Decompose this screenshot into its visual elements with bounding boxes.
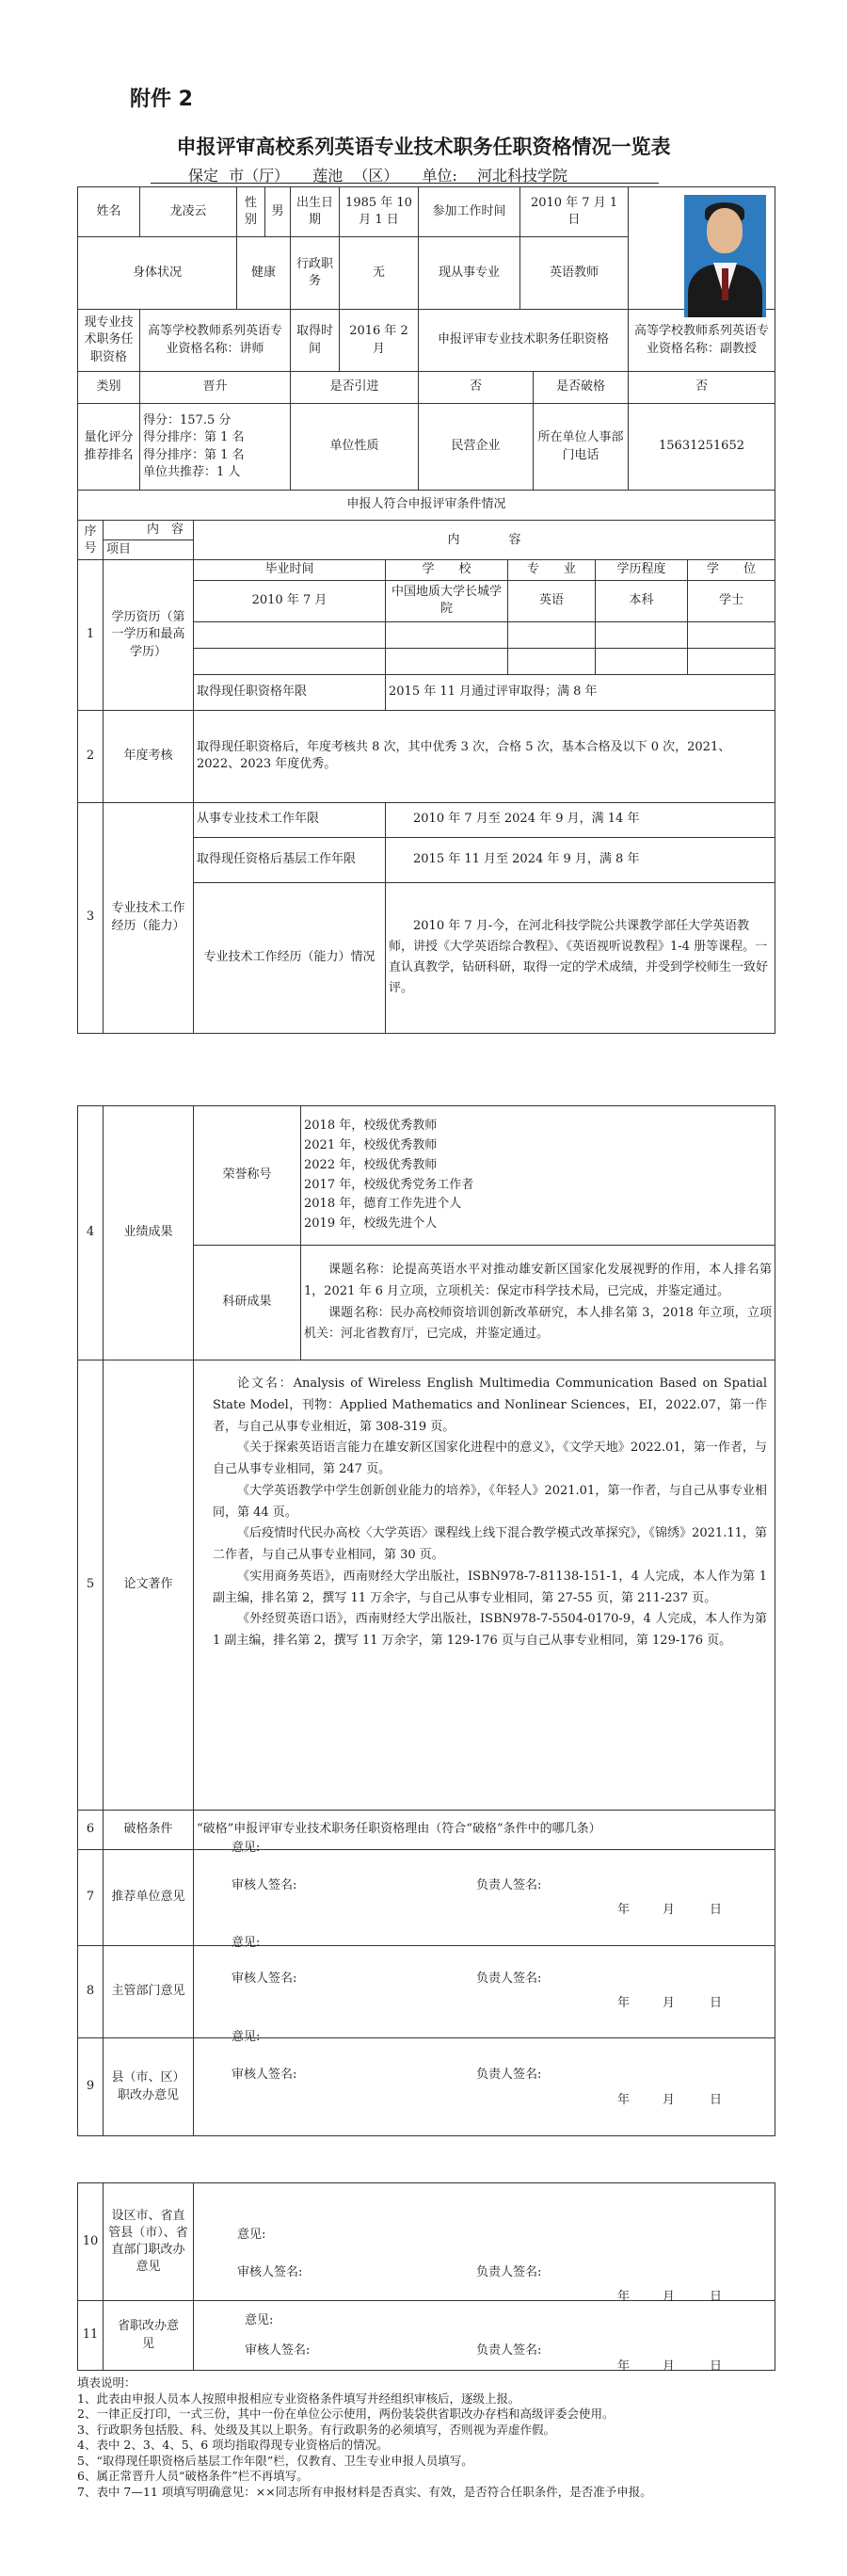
edu-blank bbox=[194, 621, 386, 648]
date-day: 日 bbox=[710, 1996, 723, 2010]
papers-list bbox=[194, 1360, 775, 1811]
score-label: 量化评分推荐排名 bbox=[78, 404, 140, 491]
opinion-prompt: 意见: bbox=[232, 1936, 261, 1950]
annual-seq: 2 bbox=[78, 710, 104, 802]
date-month: 月 bbox=[663, 1903, 676, 1917]
city-value: 保定 bbox=[188, 167, 219, 185]
district-value: 莲池 bbox=[312, 167, 344, 185]
edu-header-time: 毕业时间 bbox=[194, 560, 386, 580]
item-header: 项目 bbox=[104, 540, 194, 560]
perf-seq: 4 bbox=[78, 1106, 104, 1360]
birth-value: 1985 年 10 月 1 日 bbox=[340, 187, 419, 237]
exception-label: 是否破格 bbox=[534, 372, 629, 404]
date-day: 日 bbox=[710, 2359, 723, 2374]
instruction-item: 7、表中 7—11 项填写明确意见：××同志所有申报材料是否真实、有效，是否符合任职条件，是否准予申报。 bbox=[77, 2484, 652, 2499]
reviewer-signature-label: 审核人签名: bbox=[232, 2068, 297, 2082]
instruction-item: 1、此表由申报人员本人按照申报相应专业资格条件填写并经组织审核后，逐级上报。 bbox=[77, 2391, 520, 2406]
instruction-item: 4、表中 2、3、4、5、6 项均指取得现专业资格后的情况。 bbox=[77, 2438, 389, 2452]
unit-value: 河北科技学院 bbox=[476, 167, 567, 185]
introduced-label: 是否引进 bbox=[291, 372, 419, 404]
honor-item: 2018 年，德育工作先进个人 bbox=[304, 1197, 462, 1212]
seq-header: 序号 bbox=[78, 521, 104, 560]
research-item: 课题名称：民办高校师资培训创新改革研究，本人排名第 3，2018 年立项，立项机关：河北省教育厅，已完成，并鉴定通过。 bbox=[304, 1305, 772, 1342]
papers-seq: 5 bbox=[78, 1360, 104, 1811]
honor-list bbox=[301, 1106, 775, 1246]
years-label: 取得现任职资格年限 bbox=[194, 674, 386, 710]
exception-value: 否 bbox=[629, 372, 775, 404]
opinion-prompt: 意见: bbox=[232, 2030, 261, 2044]
annual-label: 年度考核 bbox=[104, 710, 194, 802]
instruction-item: 3、行政职务包括股、科、处级及其以上职务。有行政职务的必须填写，否则视为弄虚作假。 bbox=[77, 2422, 555, 2437]
unit-nature-value: 民营企业 bbox=[419, 404, 534, 491]
unit-nature-label: 单位性质 bbox=[291, 404, 419, 491]
name-label: 姓名 bbox=[78, 187, 140, 237]
name-value: 龙凌云 bbox=[140, 187, 237, 237]
annual-text: 取得现任职资格后，年度考核共 8 次，其中优秀 3 次，合格 5 次，基本合格及以下 0 次，2021、2022、2023 年度优秀。 bbox=[194, 710, 775, 802]
opinion-prompt: 意见: bbox=[232, 1841, 261, 1855]
paper-item: 《外经贸英语口语》，西南财经大学出版社，ISBN978-7-5504-0170-9，4 人完成，本人作为第 1 副主编，排名第 2，撰写 11 万余字，第 129-176 页与自己从事专业相同，第 129-176 页。 bbox=[213, 1612, 767, 1648]
exception-seq: 6 bbox=[78, 1811, 104, 1850]
exp-seq: 3 bbox=[78, 802, 104, 1033]
date-year: 年 bbox=[617, 2290, 631, 2304]
edu-header-degree-level: 学历程度 bbox=[596, 560, 688, 580]
reviewer-signature-label: 审核人签名: bbox=[232, 1878, 297, 1892]
date-month: 月 bbox=[663, 2290, 676, 2304]
opinion-label: 省职改办意 见 bbox=[104, 2301, 194, 2371]
opinion-prompt: 意见: bbox=[237, 2228, 266, 2242]
opinion-area bbox=[194, 2038, 775, 2136]
paper-item: 《关于探索英语语言能力在雄安新区国家化进程中的意义》，《文学天地》2022.01，第一作者，与自己从事专业相同，第 247 页。 bbox=[213, 1441, 767, 1476]
score-line: 得分排序：第 1 名 bbox=[143, 430, 245, 445]
edu-label: 学历资历（第一学历和最高学历） bbox=[104, 560, 194, 710]
leader-signature-label: 负责人签名: bbox=[476, 2068, 542, 2082]
score-line: 得分：157.5 分 bbox=[143, 413, 232, 428]
edu-major: 英语 bbox=[508, 580, 596, 621]
workstart-label: 参加工作时间 bbox=[419, 187, 520, 237]
exp-detail-value: 2010 年 7 月-今，在河北科技学院公共课教学部任大学英语教师，讲授《大学英语综合教程》、《英语视听说教程》1-4 册等课程。一直认真教学，钻研科研，取得一定的学术成绩，并受到学校师生一致好评。 bbox=[386, 882, 775, 1033]
date-year: 年 bbox=[617, 2093, 631, 2107]
reviewer-signature-label: 审核人签名: bbox=[237, 2265, 303, 2279]
conditions-table-continued bbox=[77, 1105, 775, 2136]
score-line: 得分排序：第 1 名 bbox=[143, 447, 245, 462]
conditions-table bbox=[77, 520, 775, 1034]
exp-years-value: 2010 年 7 月至 2024 年 9 月，满 14 年 bbox=[386, 802, 775, 837]
leader-signature-label: 负责人签名: bbox=[476, 2265, 542, 2279]
opinion-seq: 10 bbox=[78, 2183, 104, 2301]
attachment-label: 附件 2 bbox=[130, 88, 193, 111]
major-value: 英语教师 bbox=[520, 237, 629, 310]
health-value: 健康 bbox=[237, 237, 291, 310]
instructions-title: 填表说明： bbox=[77, 2375, 136, 2390]
exception-row-label: 破格条件 bbox=[104, 1811, 194, 1850]
leader-signature-label: 负责人签名: bbox=[476, 1878, 542, 1892]
admin-label: 行政职务 bbox=[291, 237, 340, 310]
opinion-label: 推荐单位意见 bbox=[104, 1850, 194, 1946]
edu-seq: 1 bbox=[78, 560, 104, 710]
introduced-value: 否 bbox=[419, 372, 534, 404]
papers-label: 论文著作 bbox=[104, 1360, 194, 1811]
edu-school: 中国地质大学长城学院 bbox=[386, 580, 508, 621]
phone-label: 所在单位人事部门电话 bbox=[534, 404, 629, 491]
gender-value: 男 bbox=[265, 187, 291, 237]
obtain-label: 取得时间 bbox=[291, 310, 340, 372]
birth-label: 出生日期 bbox=[291, 187, 340, 237]
research-label: 科研成果 bbox=[194, 1246, 301, 1360]
date-year: 年 bbox=[617, 1996, 631, 2010]
exp-years-label: 从事专业技术工作年限 bbox=[194, 802, 386, 837]
approval-table bbox=[77, 2182, 775, 2371]
opinion-area bbox=[194, 2183, 775, 2301]
workstart-value: 2010 年 7 月 1 日 bbox=[520, 187, 629, 237]
score-line: 单位共推荐：1 人 bbox=[143, 464, 241, 479]
opinion-label: 主管部门意见 bbox=[104, 1946, 194, 2038]
reviewer-signature-label: 审核人签名: bbox=[245, 2343, 311, 2358]
date-month: 月 bbox=[663, 1996, 676, 2010]
exp-detail-label: 专业技术工作经历（能力）情况 bbox=[194, 882, 386, 1033]
score-lines bbox=[140, 404, 291, 491]
date-day: 日 bbox=[710, 2093, 723, 2107]
exp-label: 专业技术工作经历（能力） bbox=[104, 802, 194, 1033]
research-list bbox=[301, 1246, 775, 1360]
opinion-seq: 8 bbox=[78, 1946, 104, 2038]
opinion-seq: 11 bbox=[78, 2301, 104, 2371]
instruction-item: 2、一律正反打印，一式三份，其中一份在单位公示使用，两份装袋供省职改办存档和高级评委会使用。 bbox=[77, 2407, 615, 2421]
research-item: 课题名称：论提高英语水平对推动雄安新区国家化发展视野的作用，本人排名第 1，2021 年 6 月立项，立项机关：保定市科学技术局，已完成，并鉴定通过。 bbox=[304, 1263, 772, 1298]
paper-item: 论文名：Analysis of Wireless English Multimedia Communication Based on Spatial State Model，刊物：Applied Mathematics and Nonlinear Sciences，EI，2022.07，第一作者，与自己从事专业相近，第 308-319 页。 bbox=[213, 1377, 767, 1434]
edu-header-degree: 学 位 bbox=[688, 560, 775, 580]
date-year: 年 bbox=[617, 2359, 631, 2374]
opinion-label: 县（市、区）职改办意见 bbox=[104, 2038, 194, 2136]
health-label: 身体状况 bbox=[78, 237, 237, 310]
exp-base-value: 2015 年 11 月至 2024 年 9 月，满 8 年 bbox=[386, 837, 775, 882]
category-label: 类别 bbox=[78, 372, 140, 404]
date-year: 年 bbox=[617, 1903, 631, 1917]
leader-signature-label: 负责人签名: bbox=[476, 2343, 542, 2358]
honor-item: 2018 年，校级优秀教师 bbox=[304, 1119, 438, 1134]
content-header: 内 容 bbox=[194, 521, 775, 560]
phone-value: 15631251652 bbox=[629, 404, 775, 491]
date-month: 月 bbox=[663, 2093, 676, 2107]
major-label: 现从事专业 bbox=[419, 237, 520, 310]
admin-value: 无 bbox=[340, 237, 419, 310]
city-suffix: 市（厅） bbox=[229, 167, 290, 185]
fill-instructions bbox=[77, 2375, 774, 2500]
perf-label: 业绩成果 bbox=[104, 1106, 194, 1360]
edu-degree-level: 本科 bbox=[596, 580, 688, 621]
honor-item: 2017 年，校级优秀党务工作者 bbox=[304, 1177, 474, 1192]
gender-label: 性别 bbox=[237, 187, 265, 237]
apply-label: 申报评审专业技术职务任职资格 bbox=[419, 310, 629, 372]
opinion-seq: 7 bbox=[78, 1850, 104, 1946]
category-value: 晋升 bbox=[140, 372, 291, 404]
honor-item: 2022 年，校级优秀教师 bbox=[304, 1157, 438, 1172]
years-value: 2015 年 11 月通过评审取得；满 8 年 bbox=[386, 674, 775, 710]
item-header-top: 内 容 bbox=[104, 521, 194, 540]
instruction-item: 6、属正常晋升人员“破格条件”栏不再填写。 bbox=[77, 2469, 309, 2483]
unit-label: 单位: bbox=[422, 167, 457, 185]
header-line bbox=[151, 164, 659, 184]
edu-time: 2010 年 7 月 bbox=[194, 580, 386, 621]
date-day: 日 bbox=[710, 1903, 723, 1917]
apply-value: 高等学校教师系列英语专业资格名称：副教授 bbox=[629, 310, 775, 372]
honor-label: 荣誉称号 bbox=[194, 1106, 301, 1246]
conditions-title: 申报人符合申报评审条件情况 bbox=[78, 491, 775, 521]
instruction-item: 5、“取得现任职资格后基层工作年限”栏，仅教育、卫生专业申报人员填写。 bbox=[77, 2453, 473, 2468]
page-title: 申报评审高校系列英语专业技术职务任职资格情况一览表 bbox=[176, 136, 671, 158]
honor-item: 2021 年，校级优秀教师 bbox=[304, 1137, 438, 1152]
basic-info-table bbox=[77, 186, 775, 521]
exp-base-label: 取得现任资格后基层工作年限 bbox=[194, 837, 386, 882]
edu-header-school: 学 校 bbox=[386, 560, 508, 580]
edu-degree: 学士 bbox=[688, 580, 775, 621]
opinion-area bbox=[194, 1850, 775, 1946]
date-day: 日 bbox=[710, 2290, 723, 2304]
paper-item: 《大学英语教学中学生创新创业能力的培养》，《年轻人》2021.01，第一作者，与自己从事专业相同，第 44 页。 bbox=[213, 1483, 767, 1520]
obtain-value: 2016 年 2 月 bbox=[340, 310, 419, 372]
current-title-value: 高等学校教师系列英语专业资格名称：讲师 bbox=[140, 310, 291, 372]
paper-item: 《实用商务英语》，西南财经大学出版社，ISBN978-7-81138-151-1，4 人完成，本人作为第 1 副主编，排名第 2，撰写 11 万余字，与自己从事专业相同，第 27-55 页，第 211-237 页。 bbox=[213, 1569, 767, 1605]
opinion-seq: 9 bbox=[78, 2038, 104, 2136]
opinion-prompt: 意见: bbox=[245, 2313, 274, 2327]
edu-header-major: 专 业 bbox=[508, 560, 596, 580]
leader-signature-label: 负责人签名: bbox=[476, 1972, 542, 1986]
district-suffix: （区） bbox=[353, 167, 399, 185]
reviewer-signature-label: 审核人签名: bbox=[232, 1972, 297, 1986]
edu-blank bbox=[194, 648, 386, 674]
applicant-photo bbox=[684, 195, 766, 317]
exception-row-text: “破格”申报评审专业技术职务任职资格理由（符合“破格”条件中的哪几条） bbox=[194, 1811, 775, 1850]
paper-item: 《后疫情时代民办高校〈大学英语〉课程线上线下混合教学模式改革探究》，《锦绣》2021.11，第二作者，与自己从事专业相同，第 30 页。 bbox=[213, 1526, 767, 1562]
honor-item: 2019 年，校级先进个人 bbox=[304, 1216, 438, 1232]
opinion-label: 设区市、省直管县（市）、省直部门职改办意见 bbox=[104, 2183, 194, 2301]
opinion-area bbox=[194, 1946, 775, 2038]
current-title-label: 现专业技术职务任职资格 bbox=[78, 310, 140, 372]
date-month: 月 bbox=[663, 2359, 676, 2374]
opinion-area bbox=[194, 2301, 775, 2371]
